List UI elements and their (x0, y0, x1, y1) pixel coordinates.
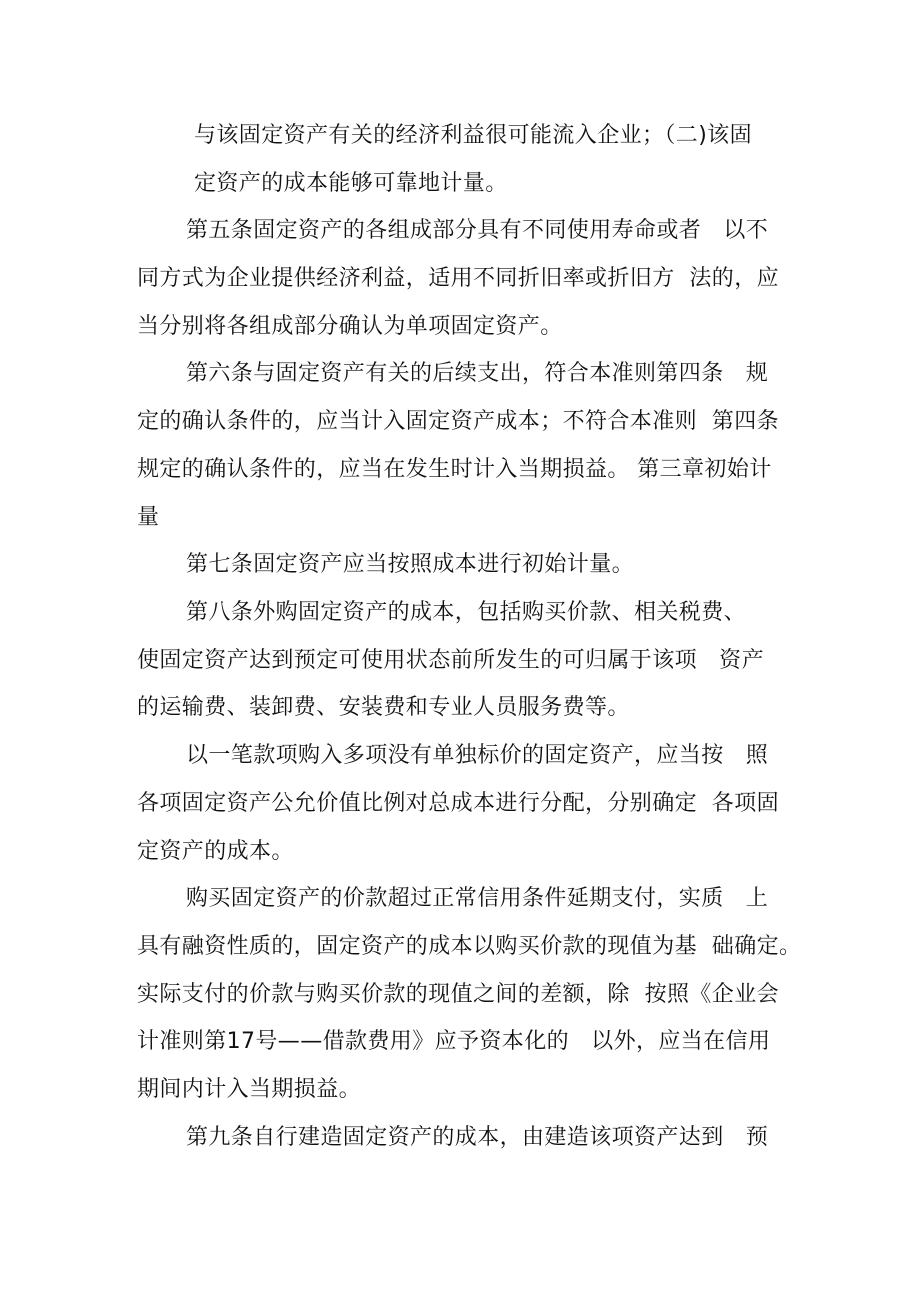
text-line: 第九条自行建造固定资产的成本，由建造该项资产达到 预 (186, 1125, 769, 1150)
text-line: 各项固定资产公允价值比例对总成本进行分配，分别确定 各项固 (137, 791, 779, 816)
text-line: 规定的确认条件的，应当在发生时计入当期损益。 第三章初始计 (137, 457, 772, 482)
text-line: 第七条固定资产应当按照成本进行初始计量。 (186, 552, 635, 577)
text-line: 具有融资性质的，固定资产的成本以购买价款的现值为基 础确定。 (137, 934, 802, 959)
text-line: 的运输费、装卸费、安装费和专业人员服务费等。 (137, 695, 630, 720)
text-line: 同方式为企业提供经济利益，适用不同折旧率或折旧方 法的，应 (137, 266, 779, 291)
text-line: 实际支付的价款与购买价款的现值之间的差额，除 按照《企业会 (137, 982, 779, 1007)
text-line: 第八条外购固定资产的成本，包括购买价款、相关税费、 (186, 600, 747, 625)
text-line: 定的确认条件的，应当计入固定资产成本；不符合本准则 第四条 (137, 409, 779, 434)
text-line: 购买固定资产的价款超过正常信用条件延期支付，实质 上 (186, 886, 769, 911)
text-line: 第五条固定资产的各组成部分具有不同使用寿命或者 以不 (186, 218, 769, 243)
text-line: 定资产的成本。 (137, 839, 294, 864)
text-line: 当分别将各组成部分确认为单项固定资产。 (137, 314, 563, 339)
text-line: 以一笔款项购入多项没有单独标价的固定资产，应当按 照 (186, 743, 769, 768)
text-line: 使固定资产达到预定可使用状态前所发生的可归属于该项 资产 (137, 648, 764, 673)
text-line: 量 (137, 505, 160, 530)
text-line: 第六条与固定资产有关的后续支出，符合本准则第四条 规 (186, 361, 769, 386)
text-line: 计准则第17号——借款费用》应予资本化的 以外，应当在信用 (137, 1029, 771, 1054)
text-line: 定资产的成本能够可靠地计量。 (194, 171, 508, 196)
text-line: 期间内计入当期损益。 (137, 1077, 362, 1102)
text-line: 与该固定资产有关的经济利益很可能流入企业；（二)该固 (194, 123, 752, 148)
